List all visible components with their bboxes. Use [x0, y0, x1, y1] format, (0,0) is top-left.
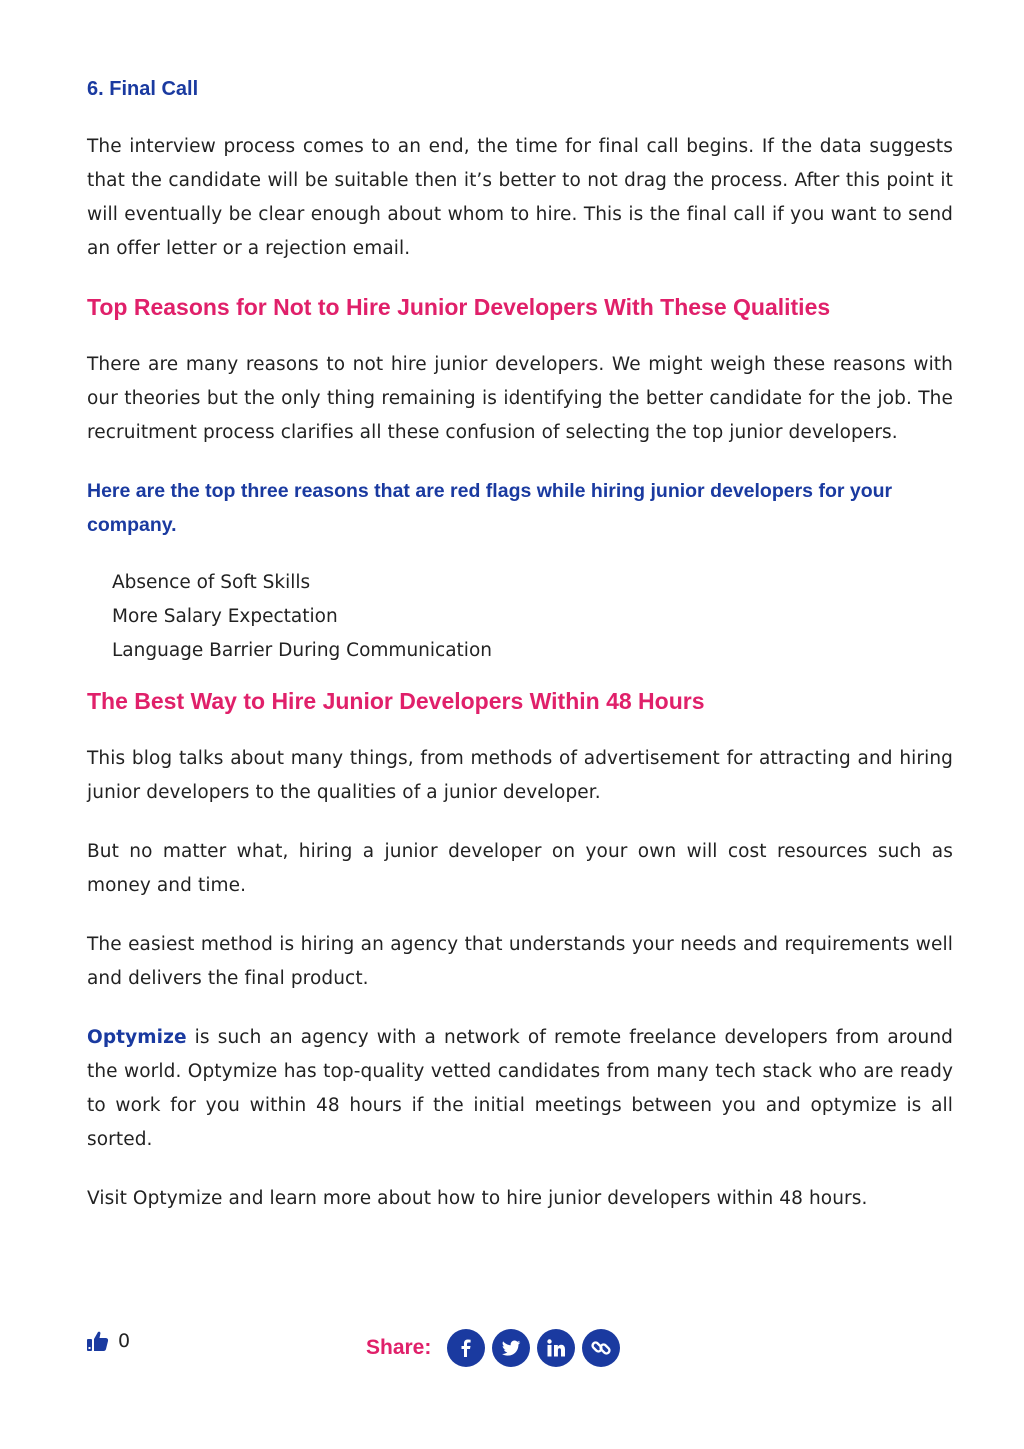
paragraph-4-text: is such an agency with a network of remote freelance developers from around the world. Optymize has top-quality vetted candidates from many tech stack who are ready to work for you within 48 hours if the initial meetings between you and optymize is all sorted. [87, 1027, 953, 1150]
like-widget [87, 1330, 130, 1352]
twitter-icon[interactable] [492, 1329, 530, 1367]
best-way-heading: The Best Way to Hire Junior Developers Within 48 Hours [87, 688, 705, 714]
reasons-heading: Top Reasons for Not to Hire Junior Developers With These Qualities [87, 294, 831, 320]
optymize-brand-link[interactable]: Optymize [87, 1027, 187, 1048]
link-icon[interactable] [582, 1329, 620, 1367]
best-way-paragraph-2: But no matter what, hiring a junior developer on your own will cost resources such as money and time. [87, 841, 953, 896]
share-label: Share: [366, 1336, 432, 1359]
best-way-paragraph-4 [87, 1021, 953, 1157]
final-call-paragraph: The interview process comes to an end, the time for final call begins. If the data suggests that the candidate will be suitable then it’s better to not drag the process. After this point it will eventually be clear enough about whom to hire. This is the final call if you want to send an offer letter or a rejection email. [87, 136, 953, 259]
reasons-subheading: Here are the top three reasons that are red flags while hiring junior developers for your company. [87, 480, 893, 536]
reasons-paragraph: There are many reasons to not hire junior developers. We might weigh these reasons with our theories but the only thing remaining is identifying the better candidate for the job. The recruitment process clarifies all these confusion of selecting the top junior developers. [87, 354, 953, 443]
article-content [87, 72, 953, 1216]
facebook-icon[interactable] [447, 1329, 485, 1367]
final-call-heading: 6. Final Call [87, 78, 199, 100]
thumbs-up-icon[interactable] [87, 1330, 109, 1352]
linkedin-icon[interactable] [537, 1329, 575, 1367]
share-bar [366, 1326, 627, 1370]
like-count: 0 [118, 1330, 131, 1352]
list-item: Absence of Soft Skills [112, 572, 311, 593]
list-item: More Salary Expectation [112, 606, 338, 627]
article-footer [87, 1326, 953, 1372]
best-way-paragraph-1: This blog talks about many things, from methods of advertisement for attracting and hiring junior developers to the qualities of a junior developer. [87, 748, 953, 803]
best-way-paragraph-3: The easiest method is hiring an agency that understands your needs and requirements well and delivers the final product. [87, 934, 953, 989]
best-way-paragraph-5: Visit Optymize and learn more about how to hire junior developers within 48 hours. [87, 1188, 868, 1209]
list-item: Language Barrier During Communication [112, 640, 492, 661]
reasons-list [87, 566, 953, 668]
